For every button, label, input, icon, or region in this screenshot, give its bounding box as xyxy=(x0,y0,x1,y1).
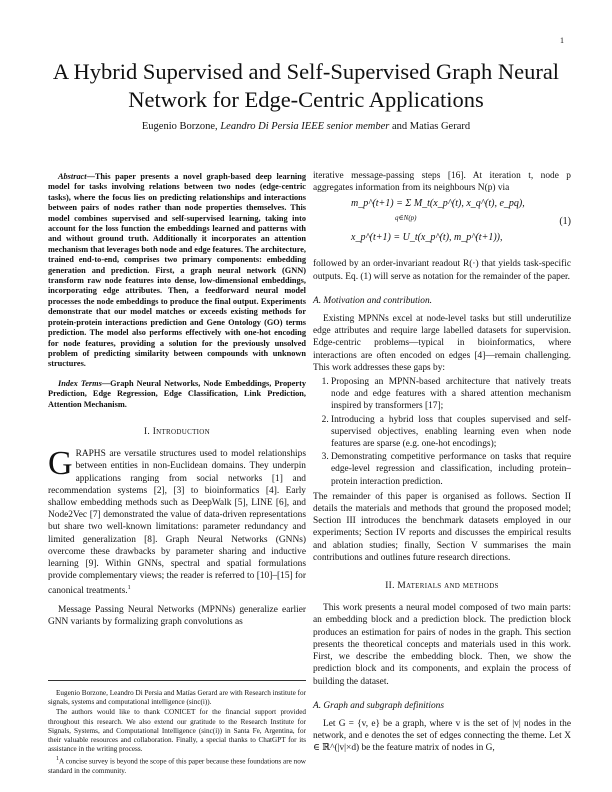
subsection-graph-definitions: A. Graph and subgraph definitions xyxy=(313,700,444,711)
footnote-1-text: A concise survey is beyond the scope of this paper because these foundations are now standard in the community. xyxy=(48,757,306,776)
organisation-paragraph: The remainder of this paper is organised as follows. Section II details the materials and methods that ground the proposed model; Section III introduces the benchmark datasets employed in our experiments; Section IV reports and discusses the empirical results and ablation studies; finally, Section V summarises the main contributions and outlines future research directions. xyxy=(313,491,571,563)
footnote-affiliation: Eugenio Borzone, Leandro Di Persia and Matías Gerard are with Research institute for signals, systems and computational intelligence (sinc(i)). xyxy=(48,689,306,707)
abstract xyxy=(48,172,306,370)
methods-paragraph: This work presents a neural model composed of two main parts: an embedding block and a prediction block. The prediction block produces an estimation for pairs of nodes in the graph. This section presents the theoretical concepts and materials used in this work. First, we describe the embedding block. Then, we show the prediction block and its components, and explain the process of building the dataset. xyxy=(313,603,571,687)
intro-p1-text: RAPHS are versatile structures used to model relationships between entities in non-Euclidean domains. They underpin applications ranging from social networks [1] and recommendation systems [2], [3] to bioinformatics [4]. Early shallow embedding methods such as DeepWalk [5], LINE [6], and Node2Vec [7] demonstrated the value of data-driven representations but share two well-known limitations: parameter redundancy and limited generalization [8]. Graph Neural Networks (GNNs) overcome these drawbacks by parameter sharing and inductive learning [9]. Within GNNs, spectral and spatial formulations provide complementary views; the reader is referred to [10]–[15] for canonical treatments. xyxy=(48,449,306,597)
author-list xyxy=(40,121,572,132)
equation-1 xyxy=(313,198,571,254)
contribution-item: 3. Demonstrating competitive performance on tasks that require edge-level regression and classification, including protein–protein interaction prediction. xyxy=(331,451,571,488)
contribution-list xyxy=(313,376,571,488)
equation-1-number: (1) xyxy=(559,216,571,228)
equation-1-sum-index: q∈N(p) xyxy=(395,214,417,223)
index-terms xyxy=(48,379,306,410)
subsection-motivation: A. Motivation and contribution. xyxy=(313,295,433,306)
page-number: 1 xyxy=(560,36,564,45)
footnote-acknowledgement: The authors would like to thank CONICET for the financial support provided throughout this research. We also extend our gratitude to the Research Institute for Signals, Systems, and Computational Intelligence (sinc(i)) in Santa Fe, Argentina, for their valuable resources and collaboration. Finally, a special thanks to ChatGPT for its assistance in the writing process. xyxy=(48,708,306,754)
intro-paragraph-2: Message Passing Neural Networks (MPNNs) generalize earlier GNN variants by formalizing graph convolutions as xyxy=(48,604,306,627)
index-terms-lead: Index Terms xyxy=(58,378,102,388)
footnote-marker: 1 xyxy=(127,585,131,592)
equation-1-line-1: m_p^(t+1) = Σ M_t(x_p^(t), x_q^(t), e_pq), xyxy=(351,198,525,210)
mpnn-paragraph: iterative message-passing steps [16]. At iteration t, node p aggregates information from its neighbours N(p) via xyxy=(313,171,571,194)
intro-paragraph-1 xyxy=(48,445,306,598)
section-heading-introduction: I. Introduction xyxy=(144,426,210,437)
footnote-1-marker: 1 xyxy=(56,756,59,763)
paper-title: A Hybrid Supervised and Self-Supervised Graph Neural Network for Edge-Centric Applications xyxy=(52,59,560,112)
footnote-1 xyxy=(48,755,306,776)
contribution-item: 2. Introducing a hybrid loss that couples supervised and self-supervised objectives, enabling learning even when node features are sparse (e.g. one-hot encodings); xyxy=(331,414,571,451)
right-column xyxy=(313,170,571,755)
contribution-item: 1. Proposing an MPNN-based architecture that natively treats node and edge features with a shared attention mechanism inspired by transformers [17]; xyxy=(331,376,571,413)
graph-definition-paragraph: Let G = {v, e} be a graph, where v is the set of |v| nodes in the network, and e denotes the set of edges connecting the theme. Let X ∈ ℝ^(|v|×d) be the feature matrix of nodes in G, xyxy=(313,718,571,754)
drop-cap: G xyxy=(48,445,73,483)
readout-paragraph: followed by an order-invariant readout R(·) that yields task-specific outputs. Eq. (1) will serve as notation for the remainder of the paper. xyxy=(313,259,571,282)
author-1: Eugenio Borzone, xyxy=(141,121,218,132)
abstract-text: —This paper presents a novel graph-based deep learning model for tasks involving relations between two nodes (edge-centric tasks), where the focus lies on predicting relationships and interactions between pairs of nodes rather than node properties themselves. This model combines supervised and self-supervised learning, taking into account for the loss function the embeddings learned and patterns with and without ground truth. Additionally it incorporates an attention mechanism that leverages both node and edge features. The architecture, trained end-to-end, comprises two primary components: embedding generation and prediction. First, a graph neural network (GNN) transform raw node features into dense, low-dimensional embeddings, incorporating edge attributes. Then, a feedforward neural model processes the node embeddings to produce the final output. Experiments demonstrate that our model matches or exceeds existing methods for protein-protein interactions prediction and Gene Ontology (GO) terms prediction. The model also performs effectively with one-hot encoding for node features, providing a solution for the previously unsolved problem of predicting similarity between compounds with unknown structures. xyxy=(48,172,306,369)
index-terms-text: —Graph Neural Networks, Node Embeddings, Property Prediction, Edge Regression, Edge Classification, Link Prediction, Attention Mechanism. xyxy=(48,378,306,409)
abstract-lead: Abstract xyxy=(58,172,87,181)
equation-1-line-2: x_p^(t+1) = U_t(x_p^(t), m_p^(t+1)), xyxy=(351,232,503,244)
section-heading-methods: II. Materials and methods xyxy=(385,581,499,592)
author-2: Leandro Di Persia IEEE senior member xyxy=(220,121,390,132)
author-3: and Matias Gerard xyxy=(391,121,471,132)
left-column xyxy=(48,172,306,628)
footnotes xyxy=(48,680,306,777)
motivation-paragraph: Existing MPNNs excel at node-level tasks but still underutilize edge attributes and require large labelled datasets for supervision. Edge-centric problems—typical in bioinformatics, where interactions are often encoded on edges [4]—remain challenging. This work addresses these gaps by: xyxy=(313,314,571,373)
